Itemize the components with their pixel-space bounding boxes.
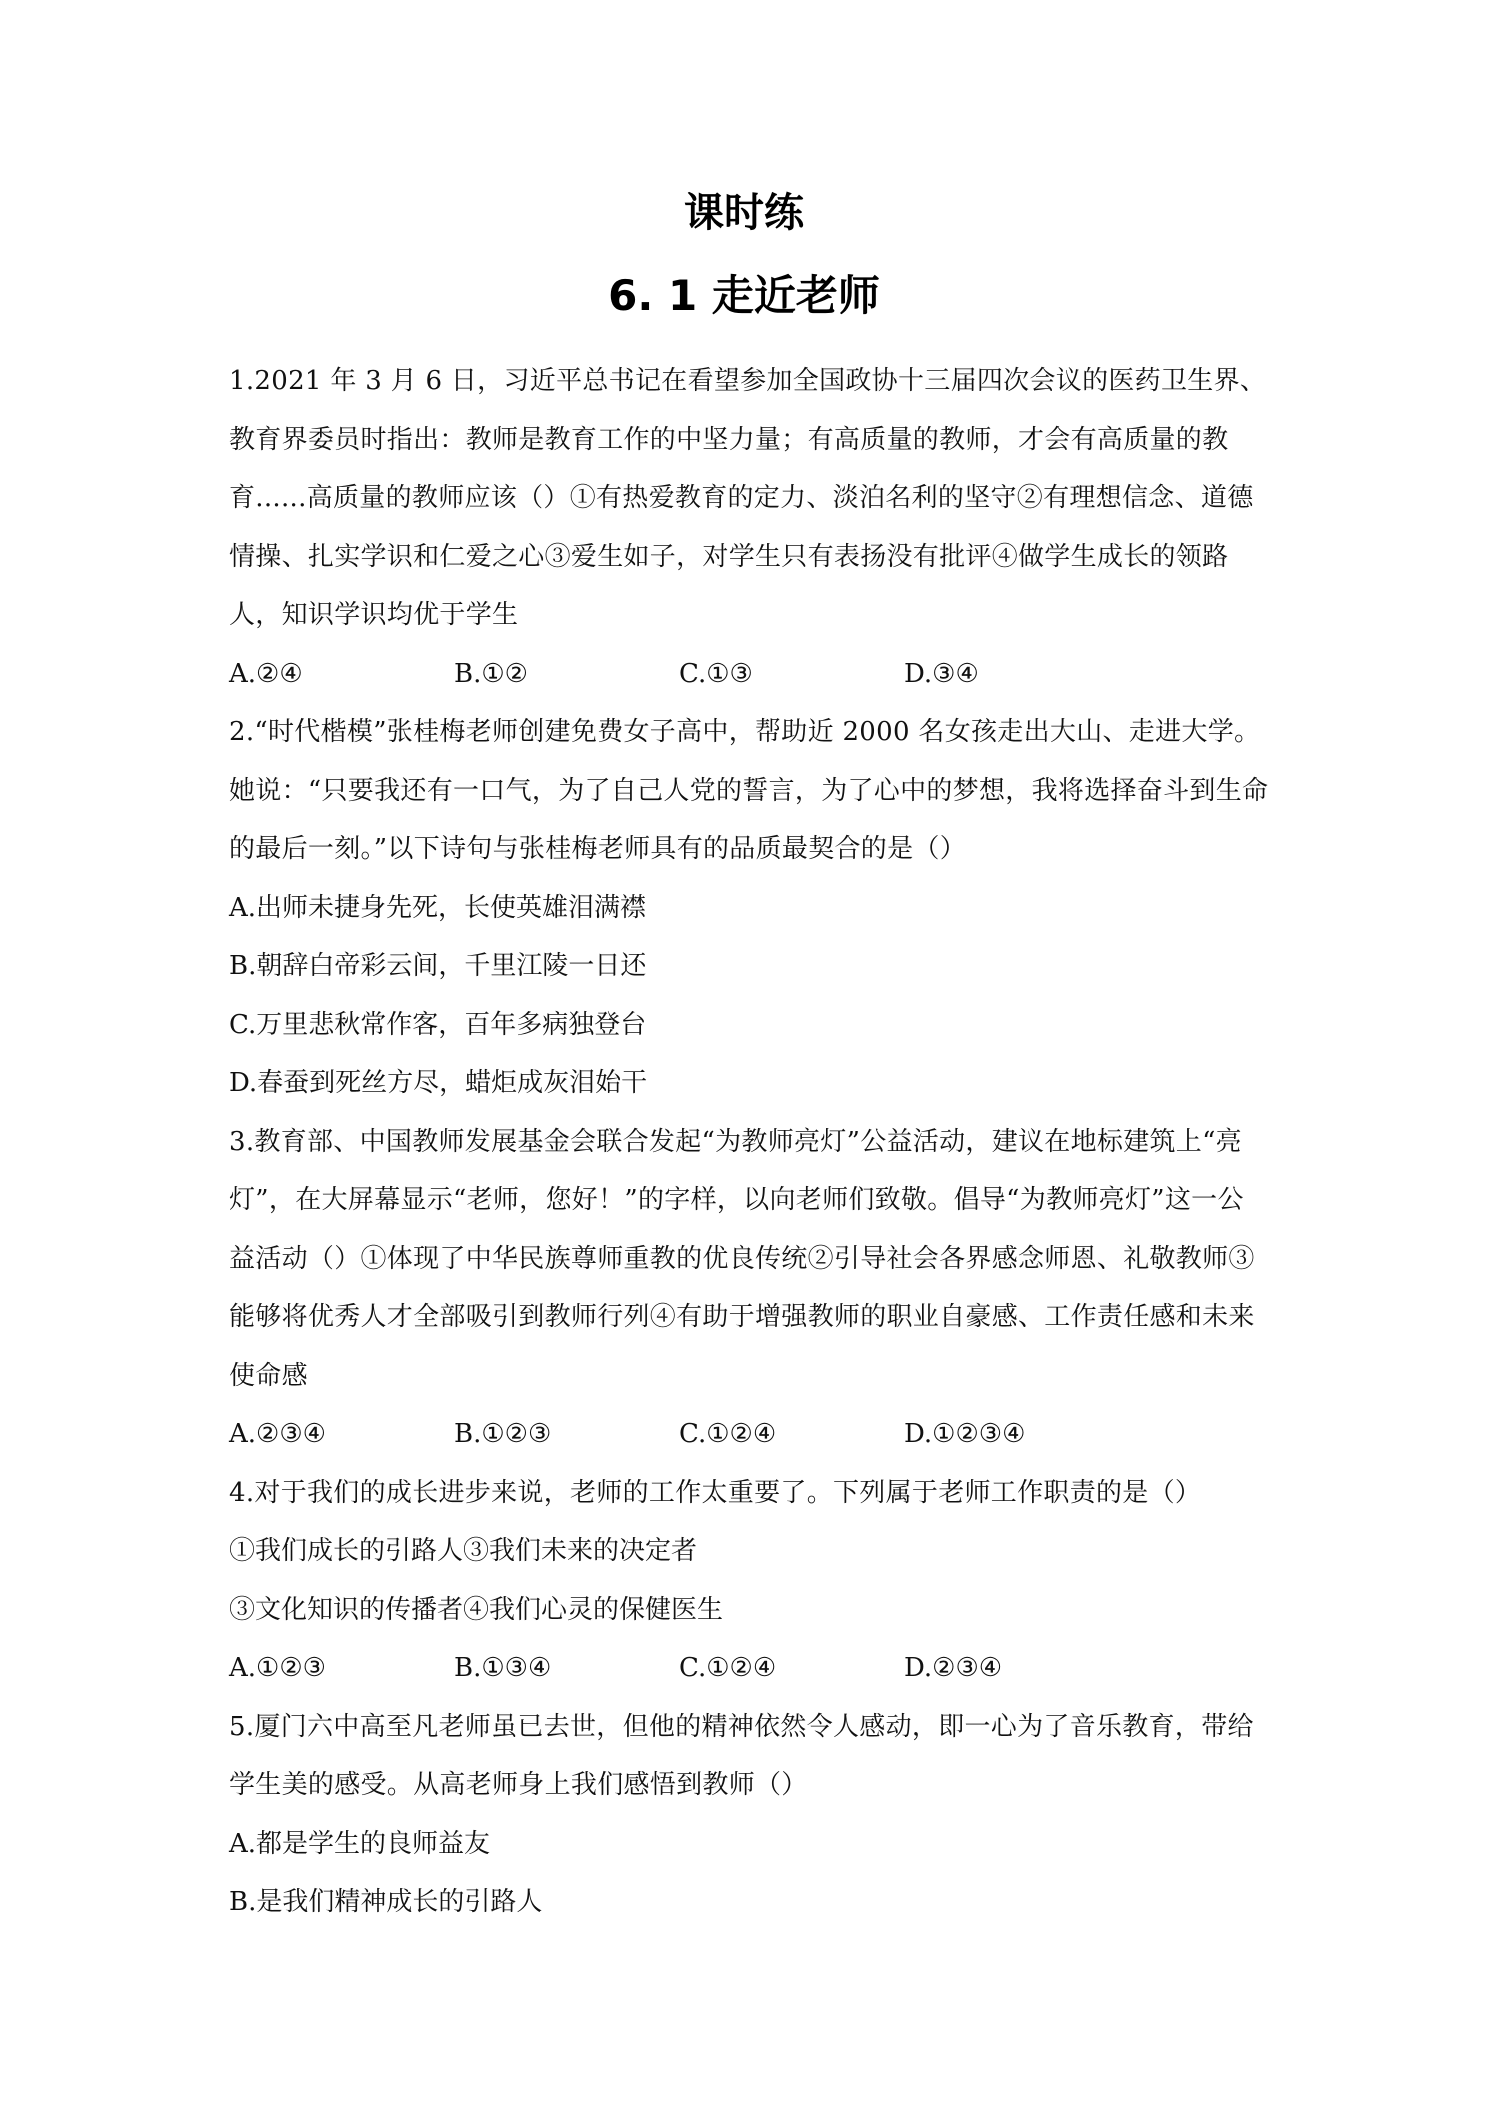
question-2-stem: 2.“时代楷模”张桂梅老师创建免费女子高中，帮助近 2000 名女孩走出大山、走进大学。她说：“只要我还有一口气，为了自己人党的誓言，为了心中的梦想，我将选择奋斗到生命的最后一刻。”以下诗句与张桂梅老师具有的品质最契合的是（） bbox=[229, 717, 1269, 864]
question-2 bbox=[229, 703, 1269, 1113]
question-5 bbox=[229, 1698, 1269, 1932]
question-1-option-a: A.②④ bbox=[229, 658, 303, 689]
question-4-stem: 4.对于我们的成长进步来说，老师的工作太重要了。下列属于老师工作职责的是（） bbox=[229, 1477, 1202, 1508]
question-1-options bbox=[229, 645, 1269, 704]
question-5-option-b: B.是我们精神成长的引路人 bbox=[229, 1887, 543, 1917]
question-2-option-d: D.春蚕到死丝方尽，蜡炬成灰泪始干 bbox=[229, 1068, 648, 1098]
question-1-stem: 1.2021 年 3 月 6 日，习近平总书记在看望参加全国政协十三届四次会议的医药卫生界、教育界委员时指出：教师是教育工作的中坚力量；有高质量的教师，才会有高质量的教育......高质量的教师应该（）①有热爱教育的定力、淡泊名利的坚守②有理想信念、道德情操、扎实学识和仁爱之心③爱生如子，对学生只有表扬没有批评④做学生成长的领路人，知识学识均优于学生 bbox=[229, 366, 1267, 630]
question-5-stem: 5.厦门六中高至凡老师虽已去世，但他的精神依然令人感动，即一心为了音乐教育，带给学生美的感受。从高老师身上我们感悟到教师（） bbox=[229, 1711, 1254, 1800]
question-5-option-a: A.都是学生的良师益友 bbox=[229, 1828, 491, 1859]
page-title: 课时练 bbox=[684, 190, 804, 236]
question-4 bbox=[229, 1464, 1269, 1698]
question-4-options bbox=[229, 1639, 1269, 1698]
question-4-option-c: C.①②④ bbox=[679, 1653, 777, 1683]
question-2-option-c: C.万里悲秋常作客，百年多病独登台 bbox=[229, 1009, 647, 1040]
question-4-option-a: A.①②③ bbox=[229, 1653, 326, 1683]
question-3-stem: 3.教育部、中国教师发展基金会联合发起“为教师亮灯”公益活动，建议在地标建筑上“亮灯”，在大屏幕显示“老师，您好！”的字样，以向老师们致敬。倡导“为教师亮灯”这一公益活动（）①体现了中华民族尊师重教的优良传统②引导社会各界感念师恩、礼敬教师③能够将优秀人才全部吸引到教师行列④有助于增强教师的职业自豪感、工作责任感和未来使命感 bbox=[229, 1126, 1255, 1391]
question-2-option-a: A.出师未捷身先死，长使英雄泪满襟 bbox=[229, 892, 647, 923]
question-list bbox=[229, 352, 1269, 1932]
question-3-option-d: D.①②③④ bbox=[904, 1419, 1026, 1449]
question-4-statement-line-2: ③文化知识的传播者④我们心灵的保健医生 bbox=[229, 1594, 724, 1625]
question-3-option-b: B.①②③ bbox=[454, 1419, 552, 1449]
question-1-option-d: D.③④ bbox=[904, 658, 979, 689]
question-2-option-b: B.朝辞白帝彩云间，千里江陵一日还 bbox=[229, 951, 647, 981]
lesson-title: 6. 1 走近老师 bbox=[608, 271, 880, 320]
question-1 bbox=[229, 352, 1269, 703]
question-3-options bbox=[229, 1405, 1269, 1464]
question-3-option-a: A.②③④ bbox=[229, 1419, 326, 1449]
question-4-option-d: D.②③④ bbox=[904, 1653, 1003, 1683]
question-1-option-c: C.①③ bbox=[679, 658, 753, 689]
question-4-option-b: B.①③④ bbox=[454, 1653, 552, 1683]
question-3-option-c: C.①②④ bbox=[679, 1419, 777, 1449]
question-4-statement-line-1: ①我们成长的引路人③我们未来的决定者 bbox=[229, 1536, 698, 1566]
question-1-option-b: B.①② bbox=[454, 658, 528, 689]
question-3 bbox=[229, 1113, 1269, 1464]
